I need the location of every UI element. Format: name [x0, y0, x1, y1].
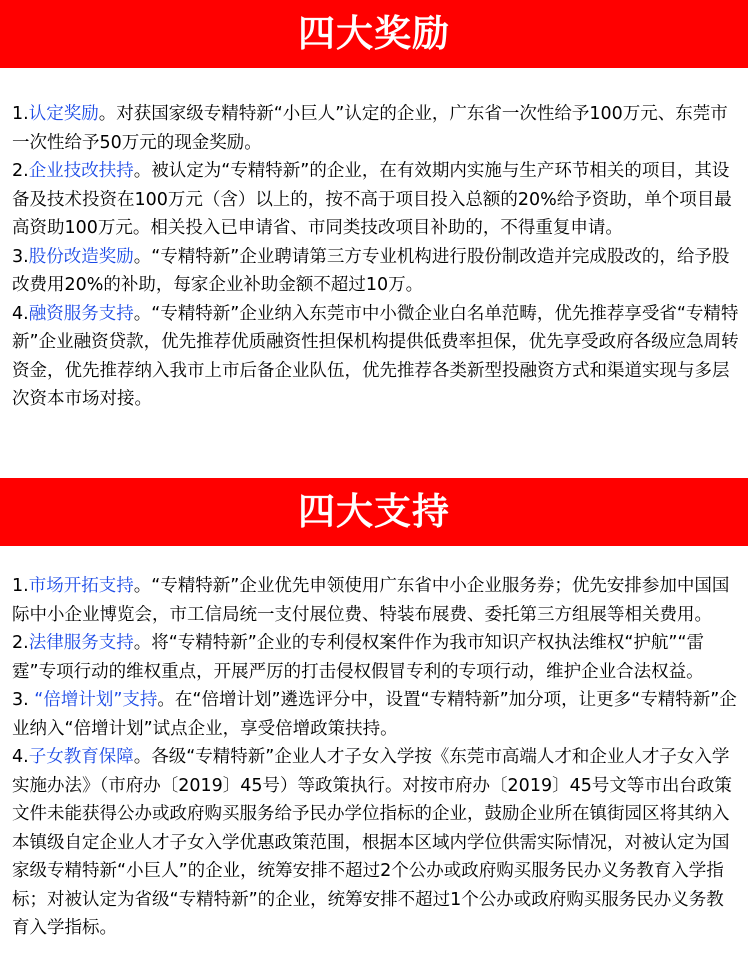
- list-item: [12, 243, 740, 300]
- item-body: 。“专精特新”企业优先申领使用广东省中小企业服务券；优先安排参加中国国际中小企业博览会，市工信局统一支付展位费、特装布展费、委托第三方组展等相关费用。: [12, 576, 730, 625]
- item-title: 融资服务支持: [28, 303, 134, 324]
- list-item: [12, 157, 740, 243]
- item-number: 1.: [12, 576, 29, 596]
- item-body: 。各级“专精特新”企业人才子女入学按《东莞市高端人才和企业人才子女入学实施办法》（市府办〔2019〕45号）等政策执行。对按市府办〔2019〕45号文等市出台政策文件未能获得公办或政府购买服务给予民办学位指标的企业，鼓励企业所在镇街园区将其纳入本镇级自定企业人才子女入学优惠政策范围，根据本区域内学位供需实际情况，对被认定为国家级专精特新“小巨人”的企业，统筹安排不超过2个公办或政府购买服务民办义务教育入学指标；对被认定为省级“专精特新”的企业，统筹安排不超过1个公办或政府购买服务民办义务教育入学指标。: [12, 747, 732, 938]
- item-number: 3.: [12, 690, 35, 710]
- item-number: 3.: [12, 246, 29, 267]
- item-body: 。将“专精特新”企业的专利侵权案件作为我市知识产权执法维权“护航”“雷霆”专项行动的维权重点，开展严厉的打击侵权假冒专利的专项行动，维护企业合法权益。: [12, 633, 705, 682]
- item-body: 。被认定为“专精特新”的企业，在有效期内实施与生产环节相关的项目，其设备及技术投资在100万元（含）以上的，按不高于项目投入总额的20%给予资助，单个项目最高资助100万元。相关投入已申请省、市同类技改项目补助的，不得重复申请。: [12, 161, 732, 238]
- list-item: [12, 572, 740, 629]
- item-title: 股份改造奖励: [28, 246, 134, 267]
- item-number: 4.: [12, 747, 29, 767]
- support-list: [12, 572, 740, 943]
- item-number: 4.: [12, 303, 29, 324]
- list-item: [12, 629, 740, 686]
- item-title: 认定奖励: [28, 104, 99, 124]
- list-item: [12, 686, 740, 743]
- item-number: 2.: [12, 633, 29, 653]
- list-item: [12, 100, 740, 157]
- item-title: 子女教育保障: [28, 747, 134, 767]
- item-number: 2.: [12, 161, 29, 181]
- item-body: 。“专精特新”企业纳入东莞市中小微企业白名单范畴，优先推荐享受省“专精特新”企业融资贷款，优先推荐优质融资性担保机构提供低费率担保，优先享受政府各级应急周转资金，优先推荐纳入我市上市后备企业队伍，优先推荐各类新型投融资方式和渠道实现与多层次资本市场对接。: [12, 303, 739, 409]
- item-body: 。对获国家级专精特新“小巨人”认定的企业，广东省一次性给予100万元、东莞市一次性给予50万元的现金奖励。: [12, 104, 728, 153]
- section-heading-rewards: 四大奖励: [0, 0, 748, 68]
- item-body: 。“专精特新”企业聘请第三方专业机构进行股份制改造并完成股改的，给予股改费用20%的补助，每家企业补助金额不超过10万。: [12, 246, 730, 295]
- item-number: 1.: [12, 104, 29, 124]
- item-title: 法律服务支持: [28, 633, 134, 653]
- item-body: 。在“倍增计划”遴选评分中，设置“专精特新”加分项，让更多“专精特新”企业纳入“倍增计划”试点企业，享受倍增政策扶持。: [12, 690, 737, 739]
- list-item: [12, 300, 740, 414]
- item-title: 企业技改扶持: [28, 161, 134, 181]
- item-title: 市场开拓支持: [28, 576, 134, 596]
- section-heading-support: 四大支持: [0, 478, 748, 546]
- rewards-list: [12, 100, 740, 414]
- list-item: [12, 743, 740, 943]
- item-title: “倍增计划”支持: [34, 690, 158, 710]
